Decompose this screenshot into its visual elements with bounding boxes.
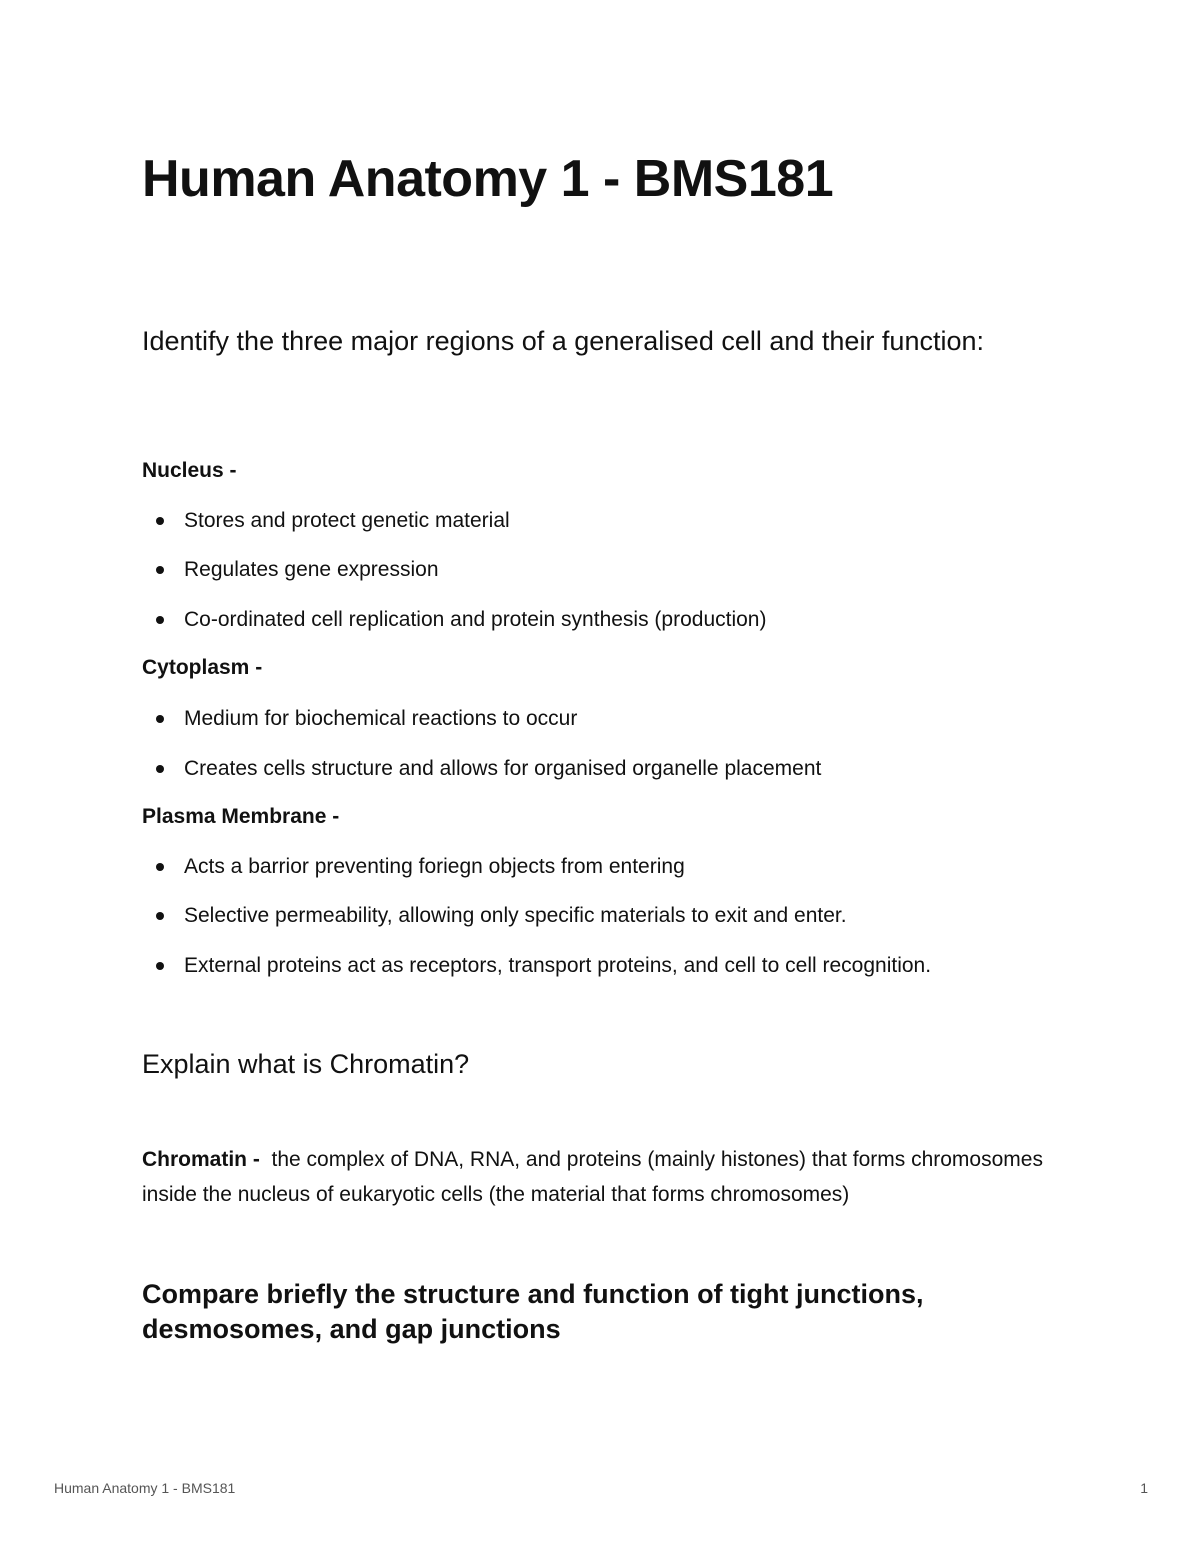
bullet-icon — [156, 962, 164, 970]
page-title: Human Anatomy 1 - BMS181 — [142, 150, 834, 208]
footer-document-name: Human Anatomy 1 - BMS181 — [54, 1480, 236, 1496]
question-3-heading: Compare briefly the structure and function of tight junctions, desmosomes, and gap junctions — [142, 1279, 924, 1344]
bullet-icon — [156, 566, 164, 574]
bullet-icon — [156, 765, 164, 773]
list-item: Acts a barrior preventing foriegn objects from entering — [142, 849, 1062, 884]
bullet-icon — [156, 715, 164, 723]
cytoplasm-section — [142, 653, 1062, 683]
chromatin-term: Chromatin - — [142, 1148, 260, 1171]
list-item: Regulates gene expression — [142, 552, 1062, 587]
nucleus-list-wrap — [142, 503, 1062, 637]
list-item: Stores and protect genetic material — [142, 503, 1062, 538]
chromatin-text: the complex of DNA, RNA, and proteins (mainly histones) that forms chromosomes inside the nucleus of eukaryotic cells (the material that forms chromosomes) — [142, 1148, 1049, 1206]
question-2-heading: Explain what is Chromatin? — [142, 1049, 470, 1079]
list-item: Creates cells structure and allows for organised organelle placement — [142, 751, 1062, 786]
bullet-icon — [156, 912, 164, 920]
chromatin-answer — [142, 1142, 1057, 1212]
bullet-icon — [156, 517, 164, 525]
nucleus-list — [142, 503, 1062, 637]
membrane-list-wrap — [142, 849, 1062, 983]
cytoplasm-label: Cytoplasm - — [142, 656, 263, 679]
nucleus-section — [142, 456, 1062, 486]
membrane-list — [142, 849, 1062, 983]
list-item: Co-ordinated cell replication and protein synthesis (production) — [142, 602, 1062, 637]
footer-page-number: 1 — [1140, 1480, 1148, 1496]
membrane-label: Plasma Membrane - — [142, 805, 340, 828]
membrane-section — [142, 802, 1062, 832]
cytoplasm-list-wrap — [142, 701, 1062, 786]
list-item: Medium for biochemical reactions to occur — [142, 701, 1062, 736]
question-1 — [142, 324, 1062, 359]
question-1-heading: Identify the three major regions of a generalised cell and their function: — [142, 326, 984, 356]
question-2 — [142, 1047, 1062, 1082]
bullet-icon — [156, 863, 164, 871]
nucleus-label: Nucleus - — [142, 459, 237, 482]
question-3 — [142, 1277, 1022, 1347]
bullet-icon — [156, 616, 164, 624]
cytoplasm-list — [142, 701, 1062, 786]
list-item: External proteins act as receptors, transport proteins, and cell to cell recognition. — [142, 948, 984, 983]
chromatin-definition — [142, 1142, 1057, 1212]
list-item: Selective permeability, allowing only specific materials to exit and enter. — [142, 898, 1062, 933]
